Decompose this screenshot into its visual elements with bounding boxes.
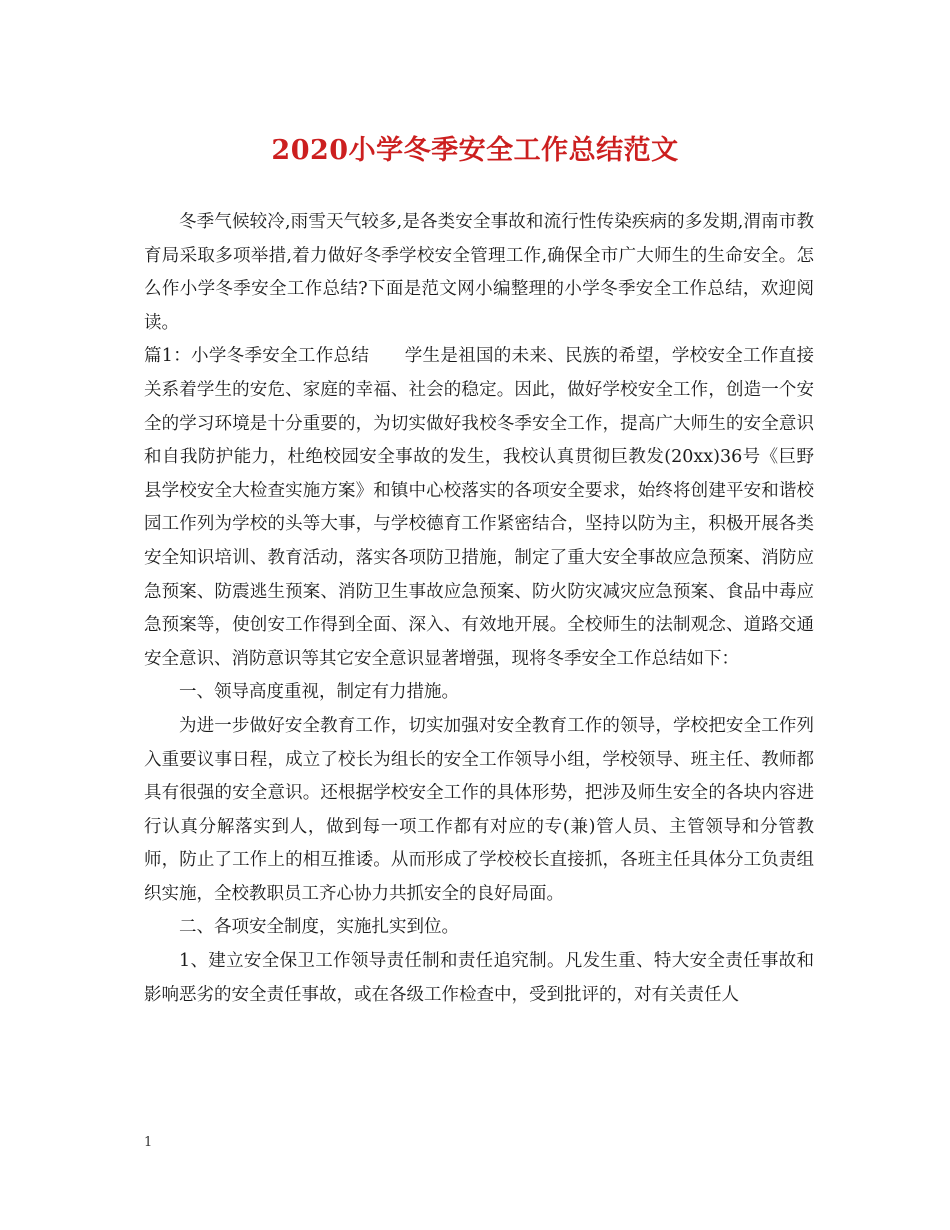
section-heading-2: 二、各项安全制度，实施扎实到位。 bbox=[179, 917, 459, 938]
paragraph-section-2-item-1: 1、建立安全保卫工作领导责任制和责任追究制。凡发生重、特大安全责任事故和影响恶劣的安全责任事故，或在各级工作检查中，受到批评的，对有关责任人 bbox=[144, 951, 814, 1005]
paragraph-intro: 冬季气候较冷,雨雪天气较多,是各类安全事故和流行性传染疾病的多发期,渭南市教育局采取多项举措,着力做好冬季学校安全管理工作,确保全市广大师生的生命安全。怎么作小学冬季安全工作总结?下面是范文网小编整理的小学冬季安全工作总结，欢迎阅读。 bbox=[144, 212, 814, 333]
document-title: 2020小学冬季安全工作总结范文 bbox=[271, 135, 679, 166]
paragraph-section-1: 为进一步做好安全教育工作，切实加强对安全教育工作的领导，学校把安全工作列入重要议事日程，成立了校长为组长的安全工作领导小组，学校领导、班主任、教师都具有很强的安全意识。还根据学校安全工作的具体形势，把涉及师生安全的各块内容进行认真分解落实到人，做到每一项工作都有对应的专(兼)管人员、主管领导和分管教师，防止了工作上的相互推诿。从而形成了学校校长直接抓，各班主任具体分工负责组织实施，全校教职员工齐心协力共抓安全的良好局面。 bbox=[144, 715, 814, 904]
paragraph-part1: 篇1：小学冬季安全工作总结 学生是祖国的未来、民族的希望，学校安全工作直接关系着学生的安危、家庭的幸福、社会的稳定。因此，做好学校安全工作，创造一个安全的学习环境是十分重要的，为切实做好我校冬季安全工作，提高广大师生的安全意识和自我防护能力，杜绝校园安全事故的发生，我校认真贯彻巨教发(20xx)36号《巨野县学校安全大检查实施方案》和镇中心校落实的各项安全要求，始终将创建平安和谐校园工作列为学校的头等大事，与学校德育工作紧密结合，坚持以防为主，积极开展各类安全知识培训、教育活动，落实各项防卫措施，制定了重大安全事故应急预案、消防应急预案、防震逃生预案、消防卫生事故应急预案、防火防灾减灾应急预案、食品中毒应急预案等，使创安工作得到全面、深入、有效地开展。全校师生的法制观念、道路交通安全意识、消防意识等其它安全意识显著增强，现将冬季安全工作总结如下： bbox=[144, 346, 814, 669]
section-heading-1: 一、领导高度重视，制定有力措施。 bbox=[179, 682, 459, 703]
document-body bbox=[144, 206, 814, 1012]
page-number: 1 bbox=[144, 1135, 153, 1150]
